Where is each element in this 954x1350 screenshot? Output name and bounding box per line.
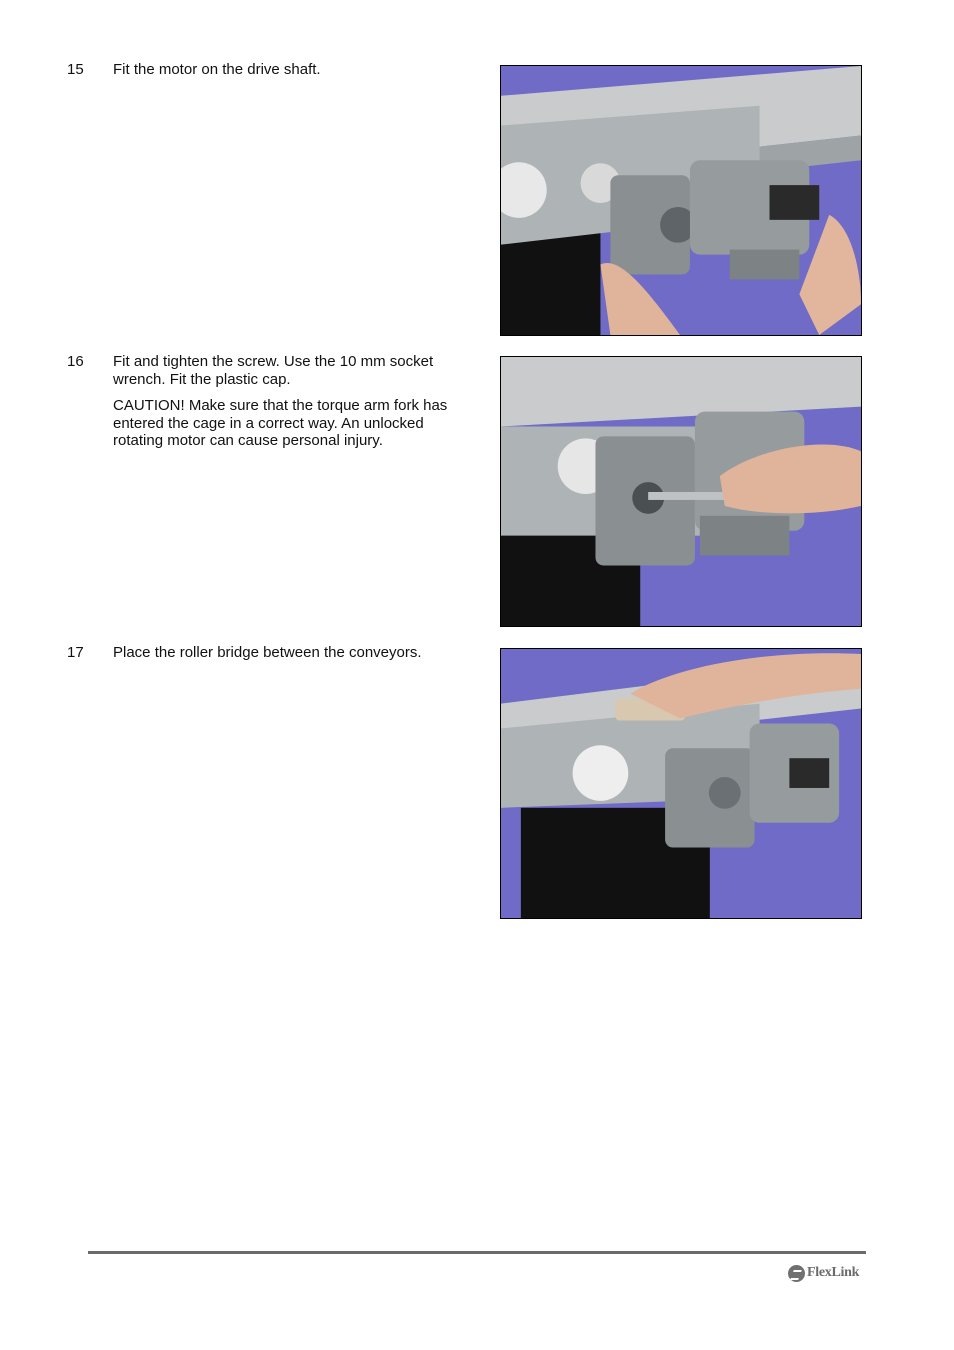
step-text: Fit the motor on the drive shaft. (113, 61, 321, 78)
flexlink-logo-icon (788, 1265, 805, 1282)
step-17 (67, 644, 470, 662)
step-number: 16 (67, 353, 84, 370)
caution-note: CAUTION! Make sure that the torque arm fork has entered the cage in a correct way. An unlocked rotating motor can cause personal injury. (113, 397, 448, 449)
step-16 (67, 353, 470, 450)
photo-roller-bridge (500, 648, 862, 919)
step-text: Place the roller bridge between the conveyors. (113, 644, 422, 661)
step-number: 17 (67, 644, 84, 661)
photo-fit-motor (500, 65, 862, 336)
footer-rule (88, 1251, 866, 1254)
step-number: 15 (67, 61, 84, 78)
photo-tighten-screw (500, 356, 862, 627)
flexlink-logo (788, 1263, 859, 1283)
flexlink-logo-text: FlexLink (807, 1265, 860, 1280)
step-text: Fit and tighten the screw. Use the 10 mm socket wrench. Fit the plastic cap. (113, 353, 434, 388)
step-15 (67, 61, 470, 79)
